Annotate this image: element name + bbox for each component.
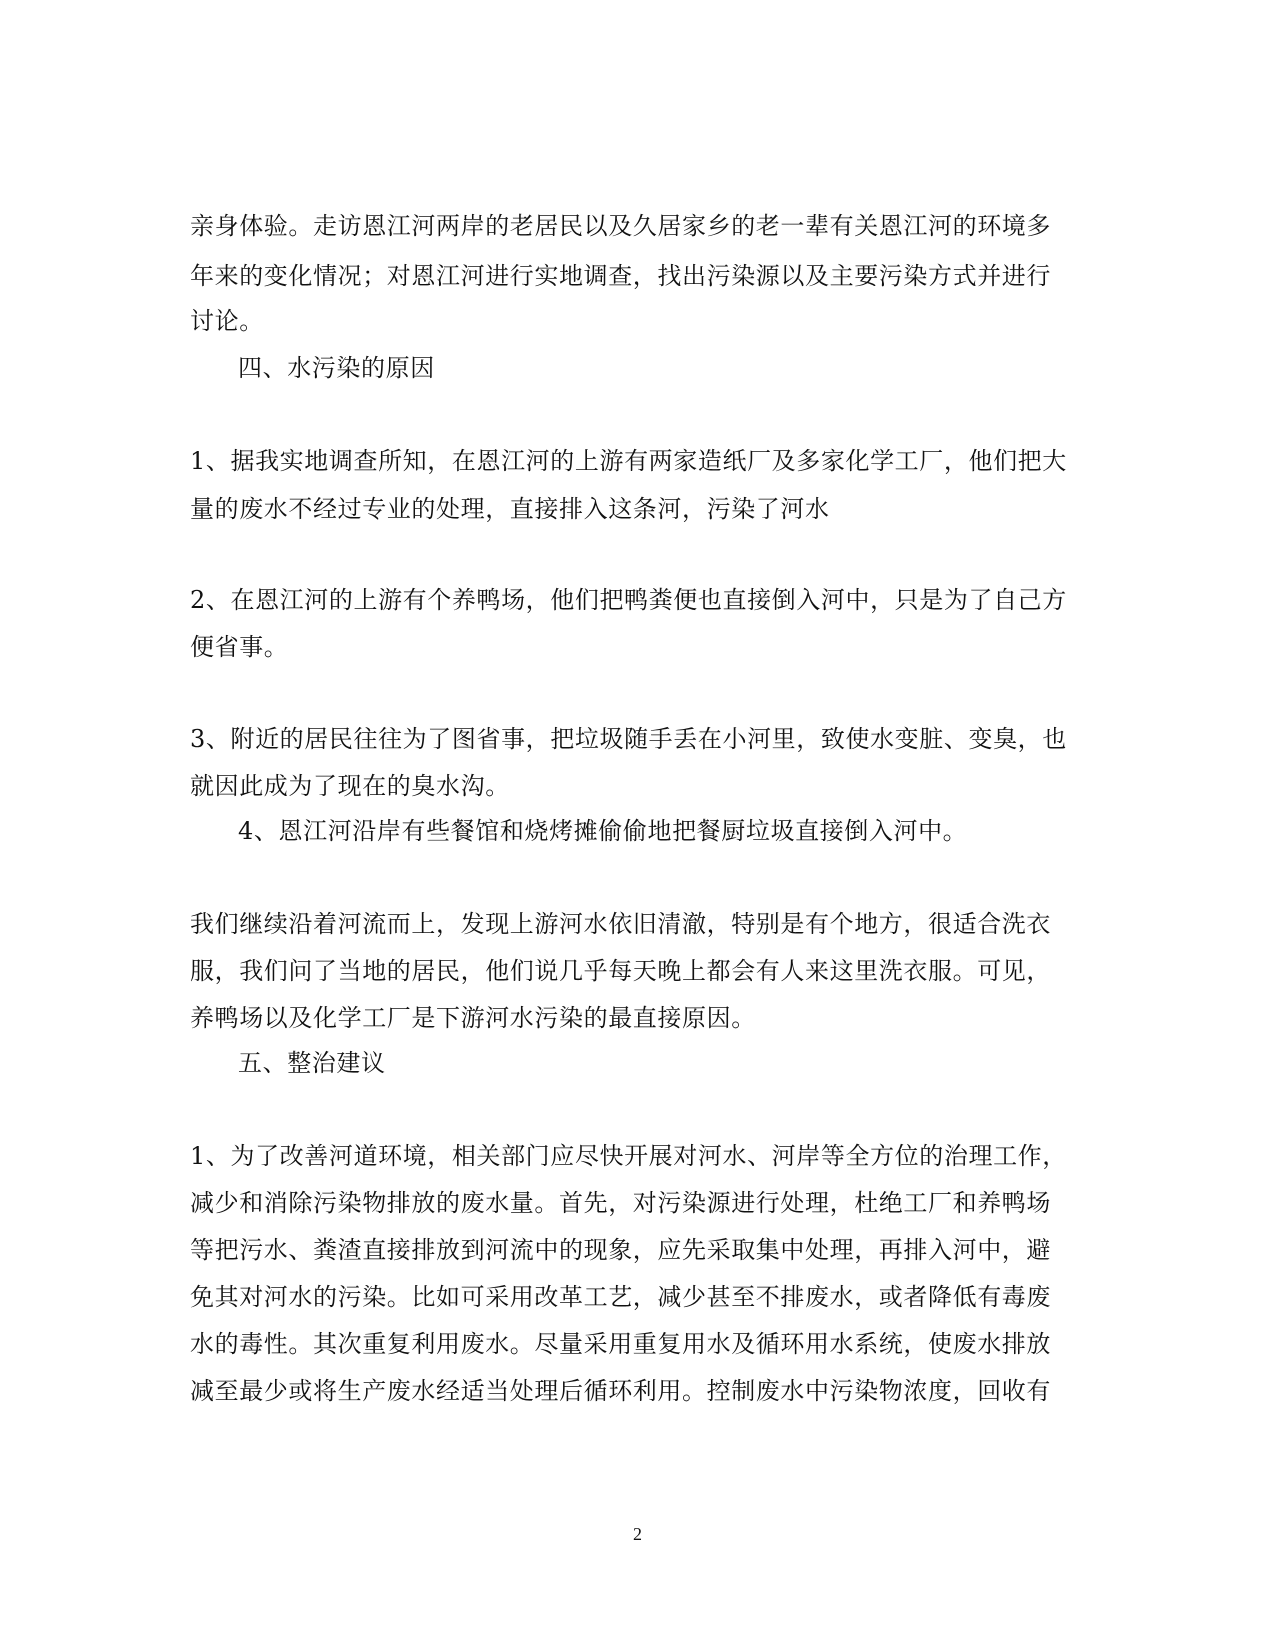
- paragraph-line: 年来的变化情况；对恩江河进行实地调查，找出污染源以及主要污染方式并进行: [190, 262, 1051, 290]
- list-item-line: 4、恩江河沿岸有些餐馆和烧烤摊偷偷地把餐厨垃圾直接倒入河中。: [238, 817, 968, 845]
- paragraph-line: 等把污水、粪渣直接排放到河流中的现象，应先采取集中处理，再排入河中，避: [190, 1236, 1051, 1264]
- paragraph-line: 减至最少或将生产废水经适当处理后循环利用。控制废水中污染物浓度，回收有: [190, 1377, 1051, 1405]
- list-item-line: 2、在恩江河的上游有个养鸭场，他们把鸭粪便也直接倒入河中，只是为了自己方: [190, 586, 1067, 614]
- paragraph-line: 免其对河水的污染。比如可采用改革工艺，减少甚至不排废水，或者降低有毒废: [190, 1283, 1051, 1311]
- list-item-line: 量的废水不经过专业的处理，直接排入这条河，污染了河水: [190, 495, 830, 523]
- paragraph-line: 亲身体验。走访恩江河两岸的老居民以及久居家乡的老一辈有关恩江河的环境多: [190, 212, 1051, 240]
- paragraph-line: 我们继续沿着河流而上，发现上游河水依旧清澈，特别是有个地方，很适合洗衣: [190, 910, 1051, 938]
- paragraph-line: 服，我们问了当地的居民，他们说几乎每天晚上都会有人来这里洗衣服。可见，: [190, 957, 1051, 985]
- paragraph-line: 水的毒性。其次重复利用废水。尽量采用重复用水及循环用水系统，使废水排放: [190, 1330, 1051, 1358]
- page-number: 2: [633, 1524, 642, 1544]
- list-item-line: 便省事。: [190, 633, 289, 661]
- paragraph-line: 减少和消除污染物排放的废水量。首先，对污染源进行处理，杜绝工厂和养鸭场: [190, 1189, 1051, 1217]
- section-heading: 五、整治建议: [238, 1049, 386, 1077]
- paragraph-line: 1、为了改善河道环境，相关部门应尽快开展对河水、河岸等全方位的治理工作，: [190, 1142, 1067, 1170]
- paragraph-line: 讨论。: [190, 307, 264, 335]
- section-heading: 四、水污染的原因: [238, 354, 435, 382]
- paragraph-line: 养鸭场以及化学工厂是下游河水污染的最直接原因。: [190, 1004, 756, 1032]
- list-item-line: 就因此成为了现在的臭水沟。: [190, 772, 510, 800]
- list-item-line: 1、据我实地调查所知，在恩江河的上游有两家造纸厂及多家化学工厂，他们把大: [190, 447, 1067, 475]
- list-item-line: 3、附近的居民往往为了图省事，把垃圾随手丢在小河里，致使水变脏、变臭，也: [190, 725, 1067, 753]
